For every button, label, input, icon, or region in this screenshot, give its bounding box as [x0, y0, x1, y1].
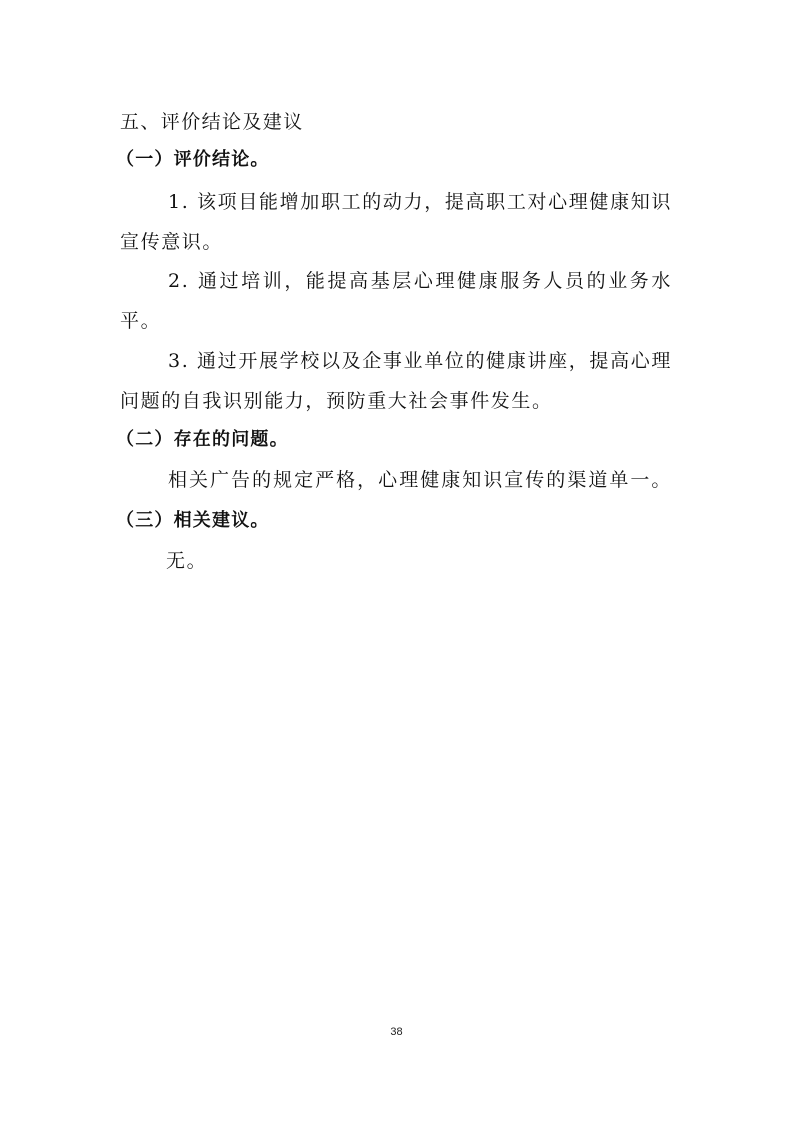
- problems-text: 相关广告的规定严格，心理健康知识宣传的渠道单一。: [168, 469, 672, 491]
- conclusion-item-1-line-2: 宣传意识。: [120, 231, 224, 253]
- suggestions-text: 无。: [166, 550, 208, 572]
- conclusion-item-2-line-1: 2. 通过培训，能提高基层心理健康服务人员的业务水: [168, 270, 672, 292]
- conclusion-item-1-line-1: 1. 该项目能增加职工的动力，提高职工对心理健康知识: [168, 191, 672, 213]
- page-number: 38: [390, 1026, 403, 1038]
- subsection-heading-conclusion: （一）评价结论。: [116, 149, 270, 170]
- subsection-heading-suggestions: （三）相关建议。: [116, 510, 270, 531]
- conclusion-item-3-line-2: 问题的自我识别能力，预防重大社会事件发生。: [120, 390, 553, 412]
- conclusion-item-2-line-2: 平。: [120, 310, 162, 332]
- subsection-heading-problems: （二）存在的问题。: [116, 429, 289, 450]
- conclusion-item-3-line-1: 3. 通过开展学校以及企事业单位的健康讲座，提高心理: [168, 350, 672, 372]
- section-title: 五、评价结论及建议: [120, 111, 304, 133]
